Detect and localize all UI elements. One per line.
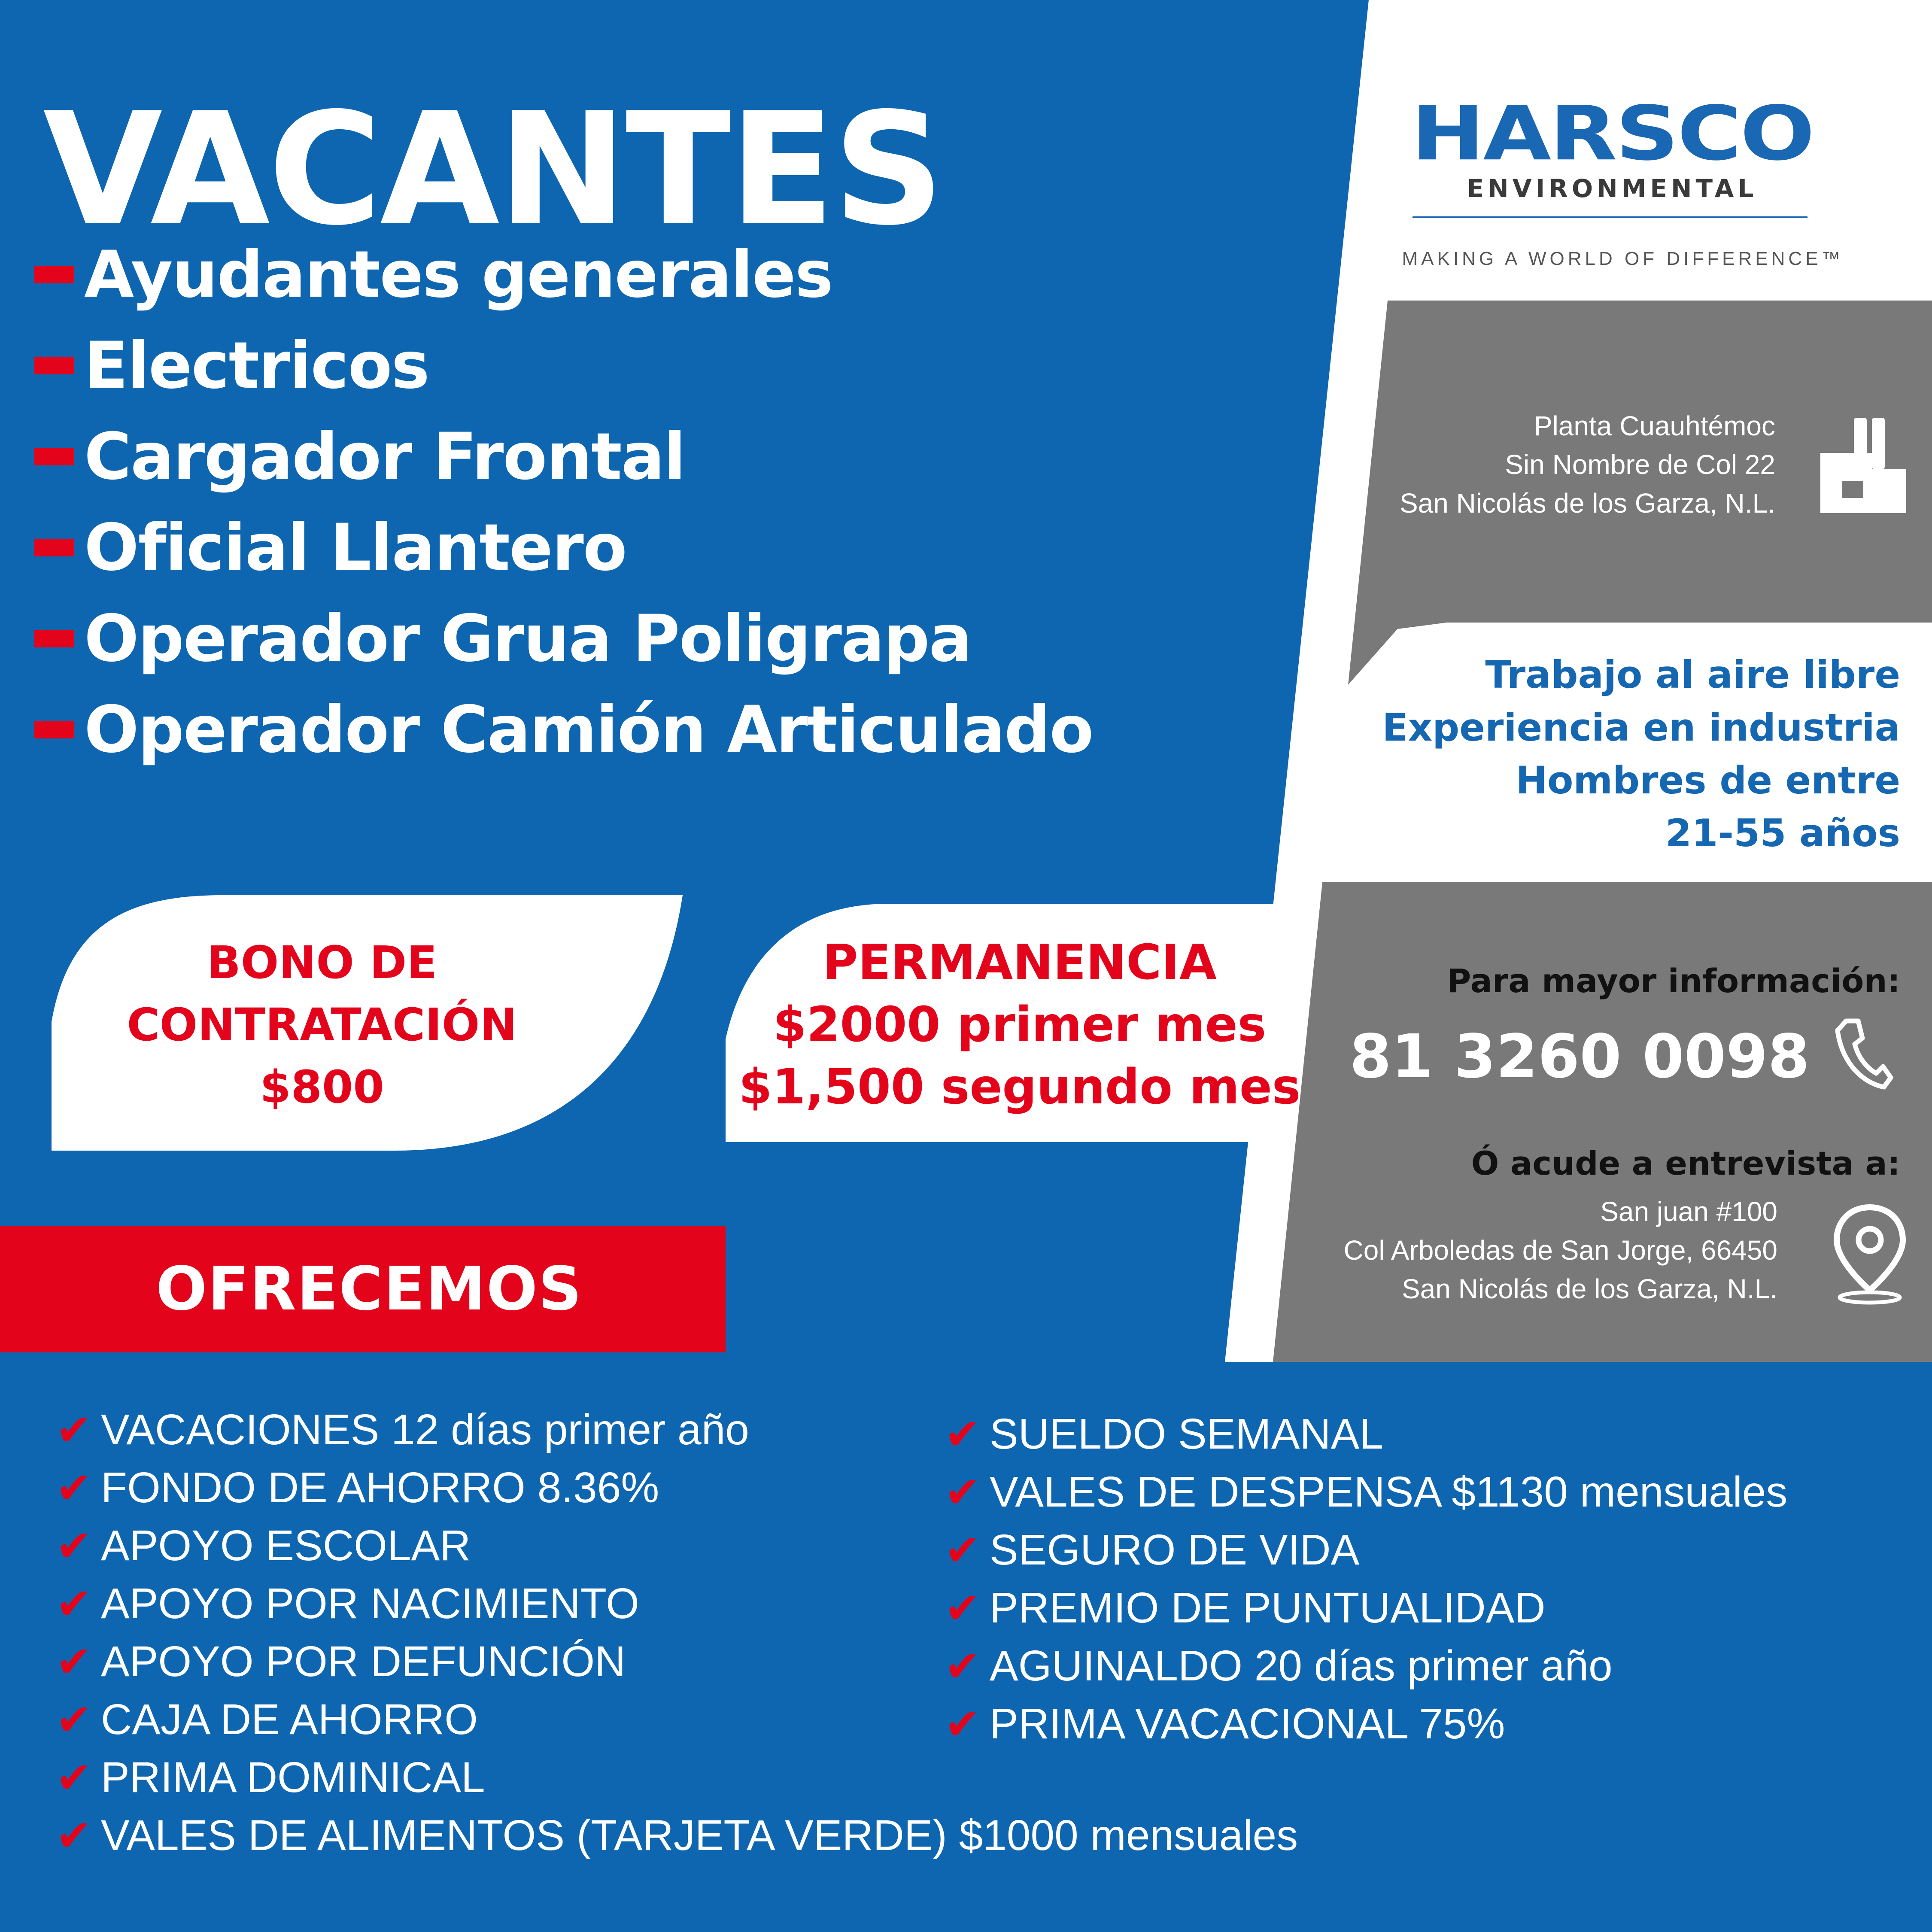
- benefit-item: [945, 1408, 1383, 1460]
- vacancy-item: [34, 505, 626, 591]
- bono-amount: $800: [260, 1061, 384, 1113]
- check-icon: ✔: [945, 1409, 981, 1459]
- check-icon: ✔: [56, 1578, 92, 1629]
- red-dash-icon: [34, 630, 74, 647]
- interview-street: San juan #100: [1600, 1196, 1777, 1227]
- benefit-label: APOYO POR NACIMIENTO: [101, 1579, 639, 1628]
- bono-contratacion: [60, 932, 584, 1118]
- benefit-item: [945, 1698, 1505, 1750]
- benefit-item: [56, 1694, 478, 1745]
- red-dash-icon: [34, 721, 74, 738]
- check-icon: ✔: [945, 1698, 981, 1749]
- vacancy-label: Operador Grua Poligrapa: [84, 601, 972, 676]
- check-icon: ✔: [56, 1752, 92, 1803]
- check-icon: ✔: [56, 1462, 92, 1513]
- benefit-label: PREMIO DE PUNTUALIDAD: [990, 1583, 1546, 1632]
- plant-street: Sin Nombre de Col 22: [1505, 449, 1775, 480]
- vacancy-item: [34, 232, 832, 318]
- requirement-line: Hombres de entre: [1516, 758, 1900, 802]
- requirement-line: Experiencia en industria: [1382, 705, 1900, 750]
- benefit-label: CAJA DE AHORRO: [101, 1695, 478, 1744]
- vacancy-label: Ayudantes generales: [84, 237, 832, 312]
- permanencia-line: $1,500 segundo mes: [738, 1059, 1301, 1115]
- benefit-label: SEGURO DE VIDA: [990, 1525, 1360, 1574]
- benefit-label: APOYO POR DEFUNCIÓN: [101, 1637, 626, 1686]
- permanencia-title: PERMANENCIA: [823, 935, 1217, 990]
- red-dash-icon: [34, 539, 74, 556]
- factory-icon: [1816, 414, 1911, 517]
- check-icon: ✔: [56, 1636, 92, 1687]
- benefit-label: SUELDO SEMANAL: [990, 1410, 1383, 1458]
- plant-city: San Nicolás de los Garza, N.L.: [1399, 488, 1775, 519]
- vacancy-label: Cargador Frontal: [84, 419, 685, 494]
- benefit-label: VALES DE ALIMENTOS (TARJETA VERDE) $1000 mensuales: [101, 1811, 1298, 1859]
- red-dash-icon: [34, 357, 74, 374]
- benefit-label: PRIMA VACACIONAL 75%: [990, 1699, 1505, 1748]
- benefit-label: PRIMA DOMINICAL: [101, 1753, 485, 1801]
- phone-number[interactable]: 81 3260 0098: [1349, 1022, 1810, 1092]
- check-icon: ✔: [56, 1520, 92, 1571]
- benefit-label: APOYO ESCOLAR: [101, 1521, 471, 1570]
- benefit-label: VALES DE DESPENSA $1130 mensuales: [990, 1467, 1788, 1516]
- check-icon: ✔: [945, 1640, 981, 1691]
- harsco-logo: HARSCO: [1411, 90, 1814, 177]
- requirement-line: Trabajo al aire libre: [1485, 653, 1900, 697]
- permanencia-line: $2000 primer mes: [773, 997, 1267, 1053]
- bono-line: CONTRATACIÓN: [127, 999, 517, 1051]
- ofrecemos-label: OFRECEMOS: [156, 1254, 583, 1324]
- check-icon: ✔: [56, 1810, 92, 1861]
- benefit-item: [945, 1640, 1613, 1692]
- vacancy-item: [34, 323, 429, 409]
- logo-tagline: MAKING A WORLD OF DIFFERENCE™: [1402, 248, 1844, 269]
- requirement-line: 21-55 años: [1665, 811, 1900, 855]
- logo-divider: [1413, 216, 1807, 218]
- page-title: VACANTES: [43, 79, 943, 259]
- bono-line: BONO DE: [207, 936, 437, 989]
- benefit-label: VACACIONES 12 días primer año: [101, 1405, 749, 1454]
- red-dash-icon: [34, 448, 74, 465]
- location-pin-icon: [1829, 1202, 1911, 1305]
- phone-icon: [1833, 1018, 1893, 1091]
- vacancy-label: Oficial Llantero: [84, 510, 626, 585]
- red-dash-icon: [34, 266, 74, 283]
- vacancy-label: Electricos: [84, 328, 429, 403]
- vacancy-label: Operador Camión Articulado: [84, 693, 1093, 767]
- benefit-item: [56, 1636, 626, 1687]
- contact-heading: Para mayor información:: [1447, 962, 1900, 1000]
- interview-city: San Nicolás de los Garza, N.L.: [1401, 1273, 1777, 1304]
- benefit-item: [56, 1462, 659, 1513]
- plant-name: Planta Cuauhtémoc: [1534, 410, 1775, 441]
- benefit-item: [56, 1404, 749, 1455]
- vacancy-item: [34, 596, 972, 682]
- benefit-label: AGUINALDO 20 días primer año: [990, 1641, 1613, 1690]
- benefit-item: [56, 1810, 1298, 1861]
- vacancy-item: [34, 687, 1093, 773]
- check-icon: ✔: [945, 1583, 981, 1633]
- check-icon: ✔: [945, 1525, 981, 1575]
- benefit-item: [945, 1524, 1359, 1576]
- benefit-label: FONDO DE AHORRO 8.36%: [101, 1463, 659, 1512]
- benefit-item: [945, 1582, 1546, 1634]
- interview-heading: Ó acude a entrevista a:: [1471, 1144, 1900, 1182]
- check-icon: ✔: [56, 1404, 92, 1455]
- check-icon: ✔: [945, 1467, 981, 1517]
- vacancy-item: [34, 414, 685, 500]
- bono-permanencia: [730, 932, 1309, 1118]
- benefit-item: [56, 1578, 639, 1629]
- benefit-item: [945, 1466, 1787, 1518]
- benefit-item: [56, 1752, 485, 1803]
- logo-subtitle: ENVIRONMENTAL: [1467, 174, 1758, 203]
- check-icon: ✔: [56, 1694, 92, 1745]
- benefit-item: [56, 1520, 471, 1571]
- interview-colonia: Col Arboledas de San Jorge, 66450: [1343, 1235, 1777, 1266]
